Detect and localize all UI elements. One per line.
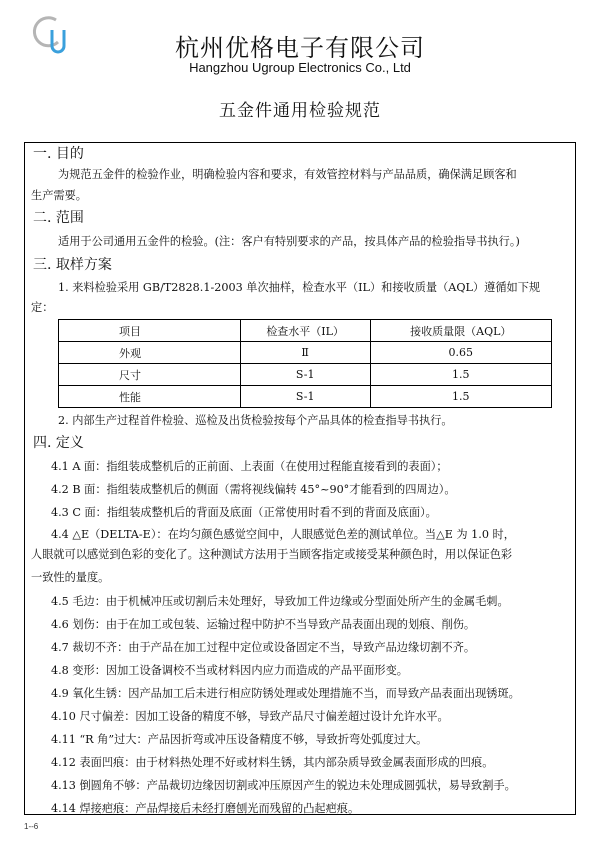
table-header-cell: 接收质量限（AQL） [370, 320, 551, 342]
sampling-text-3: 2. 内部生产过程首件检验、巡检及出货检验按每个产品具体的检查指导书执行。 [58, 414, 453, 427]
scope-text: 适用于公司通用五金件的检验。(注：客户有特别要求的产品，按具体产品的检验指导书执行。) [58, 235, 520, 248]
definition-4-4-line3: 一致性的量度。 [31, 571, 110, 584]
table-cell: Ⅱ [240, 342, 370, 364]
company-name-cn: 杭州优格电子有限公司 [175, 34, 425, 62]
definition-4-8: 4.8 变形：因加工设备调校不当或材料因内应力而造成的产品平面形变。 [51, 664, 408, 677]
section-sampling-heading: 三. 取样方案 [33, 257, 112, 273]
document-header [0, 0, 600, 90]
aql-table [58, 319, 552, 408]
definition-4-1: 4.1 A 面：指组装成整机后的正前面、上表面（在使用过程能直接看到的表面）； [51, 460, 448, 473]
definition-4-6: 4.6 划伤：由于在加工或包装、运输过程中防护不当导致产品表面出现的划痕、削伤。 [51, 618, 476, 631]
section-purpose-heading: 一. 目的 [33, 146, 84, 162]
definition-4-3: 4.3 C 面：指组装成整机后的背面及底面（正常使用时看不到的背面及底面）。 [51, 506, 437, 519]
definition-4-13: 4.13 倒圆角不够：产品裁切边缘因切割或冲压原因产生的锐边未处理成圆弧状，易导致割手。 [51, 779, 516, 792]
table-cell: S-1 [240, 364, 370, 386]
document-title: 五金件通用检验规范 [219, 101, 381, 121]
definition-4-14: 4.14 焊接疤痕：产品焊接后未经打磨刨光而残留的凸起疤痕。 [51, 802, 360, 815]
section-definition-heading: 四. 定义 [33, 435, 84, 451]
table-cell: 0.65 [370, 342, 551, 364]
section-scope-heading: 二. 范围 [33, 210, 84, 226]
table-header-row [59, 320, 552, 342]
table-cell: 1.5 [370, 364, 551, 386]
table-cell: 1.5 [370, 386, 551, 408]
table-header-cell: 检查水平（IL） [240, 320, 370, 342]
table-cell: 性能 [59, 386, 241, 408]
definition-4-4-line1: 4.4 △E（DELTA-E）：在均匀颜色感觉空间中，人眼感觉色差的测试单位。当△E 为 1.0 时， [51, 528, 515, 541]
definition-4-7: 4.7 裁切不齐：由于产品在加工过程中定位或设备固定不当，导致产品边缘切割不齐。 [51, 641, 476, 654]
definition-4-5: 4.5 毛边：由于机械冲压或切割后未处理好，导致加工件边缘或分型面处所产生的金属毛刺。 [51, 595, 509, 608]
table-row [59, 386, 552, 408]
table-row [59, 342, 552, 364]
table-cell: 外观 [59, 342, 241, 364]
purpose-text-2: 生产需要。 [31, 189, 87, 202]
sampling-text-2: 定： [31, 301, 54, 314]
content-frame [24, 142, 576, 815]
definition-4-9: 4.9 氧化生锈：因产品加工后未进行相应防锈处理或处理措施不当，而导致产品表面出现锈斑。 [51, 687, 520, 700]
definition-4-12: 4.12 表面凹痕：由于材料热处理不好或材料生锈，其内部杂质导致金属表面形成的凹痕。 [51, 756, 494, 769]
definition-4-2: 4.2 B 面：指组装成整机后的侧面（需将视线偏转 45°~90°才能看到的四周边）。 [51, 483, 456, 496]
purpose-text-1: 为规范五金件的检验作业，明确检验内容和要求，有效管控材料与产品品质，确保满足顾客和 [58, 168, 517, 181]
table-cell: 尺寸 [59, 364, 241, 386]
table-row [59, 364, 552, 386]
sampling-text-1: 1. 来料检验采用 GB/T2828.1-2003 单次抽样，检查水平（IL）和接收质量（AQL）遵循如下规 [58, 281, 541, 294]
definition-4-10: 4.10 尺寸偏差：因加工设备的精度不够，导致产品尺寸偏差超过设计允许水平。 [51, 710, 449, 723]
table-cell: S-1 [240, 386, 370, 408]
page-number: 1--6 [24, 822, 39, 831]
definition-4-4-line2: 人眼就可以感觉到色彩的变化了。这种测试方法用于当顾客指定或接受某种颜色时，用以保证色彩 [31, 548, 513, 561]
definition-4-11: 4.11 “R 角”过大：产品因折弯或冲压设备精度不够，导致折弯处弧度过大。 [51, 733, 428, 746]
table-header-cell: 项目 [59, 320, 241, 342]
company-name-en: Hangzhou Ugroup Electronics Co., Ltd [189, 60, 411, 75]
